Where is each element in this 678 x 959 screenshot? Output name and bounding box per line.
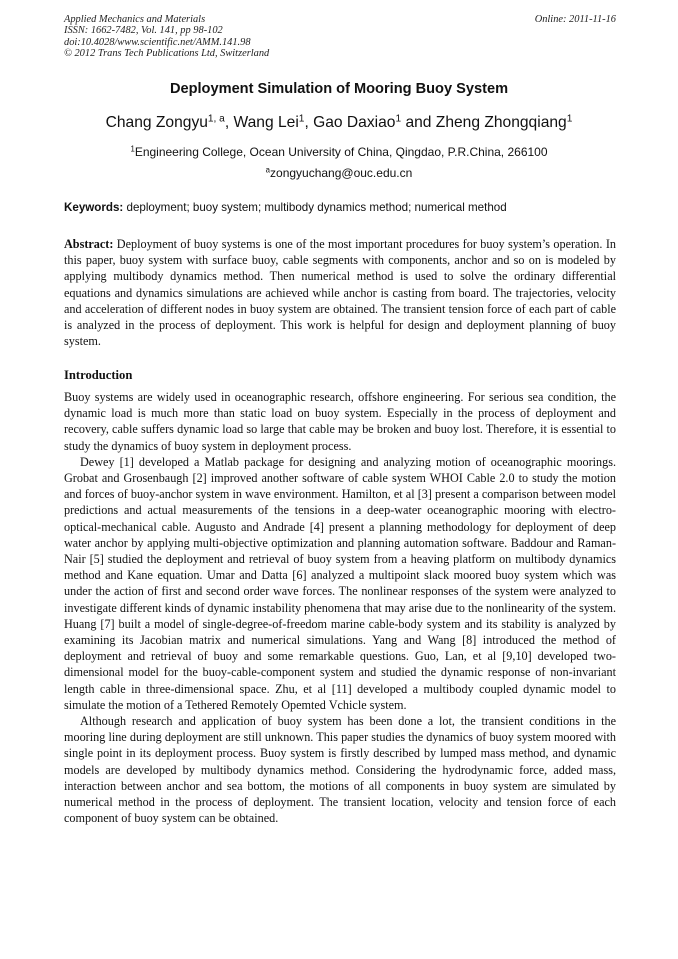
section-heading-introduction: Introduction (64, 368, 133, 382)
affiliation-text: Engineering College, Ocean University of China, Qingdao, P.R.China, 266100 (134, 145, 548, 159)
keywords (64, 200, 616, 216)
paragraph: Buoy systems are widely used in oceanographic research, offshore engineering. For serious sea condition, the dynamic load is much more than static load on buoy system. Especially in the process of deployment and recovery, cable suffers dynamic load so large that cable may be broken and buoy lost. Therefore, it is essential to study the dynamics of buoy system in deployment process. (64, 390, 616, 453)
paragraph: Although research and application of buoy system has been done a lot, the transient conditions in the mooring line during deployment are still unknown. This paper studies the dynamics of buoy system moored with single point in its deployment process. Buoy system is firstly described by lumped mass method, and dynamic models are developed by multibody dynamics method. Considering the hydrodynamic force, added mass, interaction between anchor and sea bottom, the motions of all components in buoy system are simulated by numerical method in the process of deployment. The transient location, velocity and tension force of each component of buoy system can be obtained. (64, 714, 616, 826)
author-name: Gao Daxiao (313, 114, 396, 131)
introduction-body (64, 389, 616, 826)
author-email (0, 165, 678, 181)
affiliation-superscript: 1 (130, 144, 135, 154)
paragraph: Dewey [1] developed a Matlab package for designing and analyzing motion of oceanographic moorings. Grobat and Grosenbaugh [2] improved another software of cable system WHOI Cable 2.0 to study the motion and forces of buoy-anchor system in wave environment. Hamilton, et al [3] present a comparison between model predictions and actual measurements of the tensions in a deep-water oceanographic mooring with electro-optical-mechanical cable. Augusto and Andrade [4] present a planning methodology for deployment of deep water anchor by applying multi-objective optimization and planning automation software. Baddour and Raman-Nair [5] studied the deployment and retrieval of buoy system from a heaving platform on multibody dynamics method and Kane equation. Umar and Datta [6] analyzed a multipoint slack moored buoy system which was under the action of first and second order wave forces. The nonlinear responses of the system were analyzed to investigate different kinds of dynamic instability phenomena that may arise due to the nonlinearity of the system. Huang [7] built a model of single-degree-of-freedom marine cable-body system and its stability is analyzed by examining its Jacobian matrix and numerical simulations. Yang and Wang [8] introduced the method of deployment and retrieval of buoy and some remarkable questions. Guo, Lan, et al [9,10] developed two-dimensional model for the buoy-cable-component system and studied the dynamic response of non-invariant length cable in three-dimensional space. Zhu, et al [11] developed a multibody coupled dynamic model to simulate the motion of a Tethered Remotely Opemted Vchicle system. (64, 454, 616, 712)
online-date: Online: 2011-11-16 (534, 14, 616, 25)
author-superscript: 1, a (207, 113, 225, 125)
keywords-label: Keywords: (64, 201, 124, 214)
email-text: zongyuchang@ouc.edu.cn (270, 166, 413, 180)
keywords-text: deployment; buoy system; multibody dynamics method; numerical method (123, 201, 507, 214)
affiliation (0, 144, 678, 160)
author-superscript: 1 (566, 113, 573, 125)
author-name: Chang Zongyu (105, 114, 208, 131)
abstract-label: Abstract: (64, 237, 114, 251)
journal-name: Applied Mechanics and Materials (64, 14, 206, 25)
abstract-text: Deployment of buoy systems is one of the most important procedures for buoy system’s operation. In this paper, buoy system with surface buoy, cable segments with components, anchor and so on is modeled by applying multibody dynamics method. Then numerical method is used to solve the ordinary differential equations and dynamics simulations are achieved while anchor is casting from board. The trajectories, velocity and acceleration of different nodes in buoy system are obtained. The transient tension force of each part of cable is analyzed in the process of deployment. This work is helpful for design and deployment planning of buoy system. (64, 237, 616, 349)
paper-title: Deployment Simulation of Mooring Buoy System (169, 81, 509, 97)
author-name: Wang Lei (233, 114, 299, 131)
doi-line: doi:10.4028/www.scientific.net/AMM.141.98 (64, 36, 251, 48)
issn-line: ISSN: 1662-7482, Vol. 141, pp 98-102 (64, 25, 223, 37)
author-name: Zheng Zhongqiang (435, 114, 567, 131)
abstract (64, 236, 616, 349)
author-superscript: 1 (298, 113, 305, 125)
author-superscript: 1 (395, 113, 402, 125)
author-separator: and (401, 114, 436, 131)
journal-header (64, 14, 616, 60)
author-separator: , (224, 114, 234, 131)
copyright-line: © 2012 Trans Tech Publications Ltd, Switzerland (64, 48, 270, 60)
author-separator: , (304, 114, 314, 131)
author-list (0, 113, 678, 133)
email-superscript: a (265, 165, 271, 175)
